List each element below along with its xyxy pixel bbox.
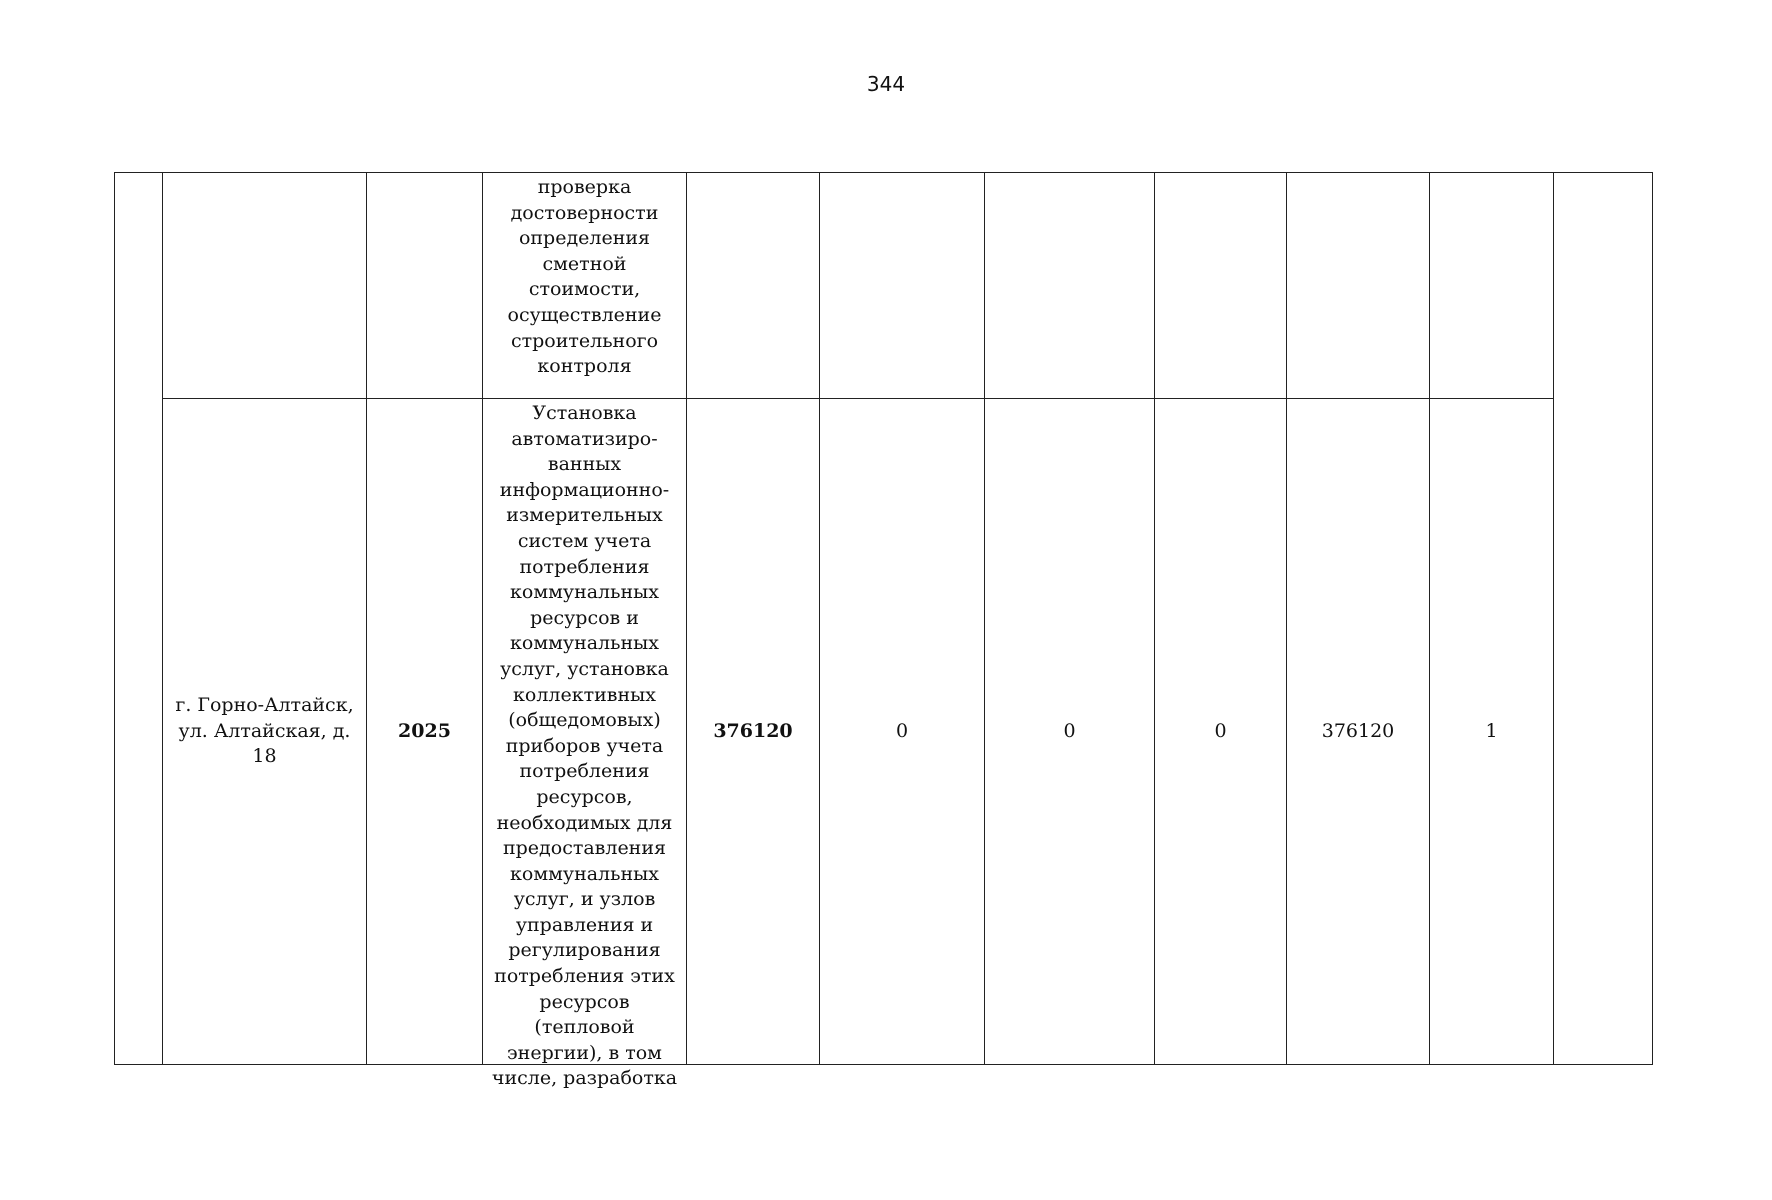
number-cell: [115, 173, 163, 1065]
work-line: контроля: [537, 355, 632, 378]
value-cell: [1287, 173, 1430, 399]
work-line: (общедомовых): [508, 709, 661, 732]
work-line: осуществление: [507, 303, 662, 326]
work-line: систем учета: [517, 529, 652, 552]
value-cell: [1155, 173, 1287, 399]
work-line: приборов учета: [505, 734, 664, 757]
value-cell: [820, 173, 985, 399]
work-type-cell: [483, 399, 687, 1090]
value-cell: [1430, 173, 1554, 399]
work-line: ресурсов и: [530, 606, 639, 629]
page-number: 344: [866, 72, 906, 96]
work-line: стоимости,: [528, 278, 641, 301]
work-line: автоматизиро-: [511, 427, 658, 450]
work-line: потребления этих: [494, 965, 675, 988]
year-cell: [367, 173, 483, 399]
address-line: г. Горно-Алтайск,: [175, 694, 354, 717]
work-line: проверка: [537, 176, 632, 198]
value-cell: [985, 173, 1155, 399]
work-line: регулирования: [508, 939, 661, 962]
address-line: ул. Алтайская, д. 18: [178, 719, 351, 768]
total-cost-cell: 376120: [687, 399, 820, 1065]
work-line: ресурсов,: [536, 785, 633, 808]
work-line: коммунальных: [510, 632, 659, 655]
last-cell: [1554, 173, 1653, 1065]
value-cell: 0: [985, 399, 1155, 1065]
value-cell: 0: [820, 399, 985, 1065]
work-line: достоверности: [510, 201, 659, 224]
work-line: числе, разработка: [491, 1067, 678, 1090]
work-line: управления и: [515, 913, 654, 936]
work-line: определения: [518, 227, 651, 250]
work-line: энергии), в том: [507, 1041, 662, 1064]
work-line: потребления: [519, 555, 650, 578]
value-cell: 376120: [1287, 399, 1430, 1065]
work-line: услуг, установка: [500, 657, 669, 680]
total-cost-cell: [687, 173, 820, 399]
value-cell: 0: [1155, 399, 1287, 1065]
work-line: Установка: [532, 402, 637, 424]
work-type-cell: [483, 173, 687, 399]
work-line: услуг, и узлов: [513, 888, 656, 911]
work-line: коллективных: [513, 683, 656, 706]
work-line: потребления: [519, 760, 650, 783]
address-cell: [163, 173, 367, 399]
works-table: [114, 172, 1653, 1090]
work-line: сметной: [542, 252, 627, 275]
work-line: коммунальных: [510, 581, 659, 604]
work-line: ванных: [547, 453, 622, 476]
value-cell: 1: [1430, 399, 1554, 1065]
work-line: ресурсов (тепловой: [534, 990, 635, 1039]
table-row: [115, 173, 1653, 399]
work-text-block: [487, 401, 682, 1090]
year-cell: 2025: [367, 399, 483, 1065]
work-line: предоставления: [502, 837, 666, 860]
work-line: информационно-: [499, 478, 670, 501]
table-row: [115, 399, 1653, 1065]
work-line: строительного: [510, 329, 659, 352]
work-line: необходимых для: [496, 811, 673, 834]
work-line: измерительных: [506, 504, 663, 527]
address-cell: [163, 399, 367, 1065]
work-line: коммунальных: [510, 862, 659, 885]
